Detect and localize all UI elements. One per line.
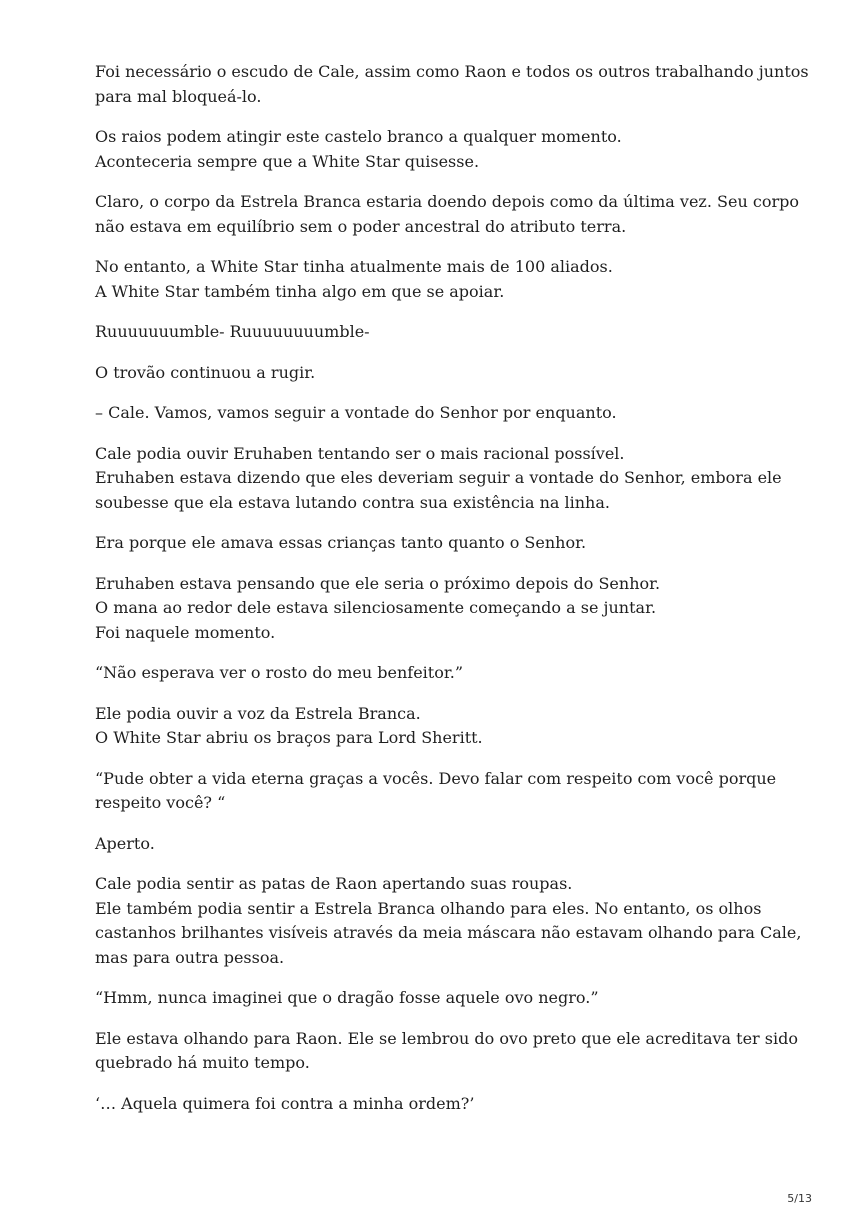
text-line: Era porque ele amava essas crianças tanto quanto o Senhor. — [95, 533, 587, 552]
text-line: para mal bloqueá-lo. — [95, 86, 262, 106]
text-line: Foi naquele momento. — [95, 622, 276, 642]
text-line: Cale podia sentir as patas de Raon apertando suas roupas. — [95, 874, 573, 893]
paragraph — [95, 661, 785, 686]
paragraph — [95, 702, 785, 751]
text-line: Aperto. — [95, 833, 155, 853]
page-number: 5/13 — [787, 1192, 812, 1205]
text-line: Foi necessário o escudo de Cale, assim como Raon e todos os outros trabalhando juntos — [95, 62, 809, 81]
text-line: Ele estava olhando para Raon. Ele se lembrou do ovo preto que ele acreditava ter sido — [95, 1028, 798, 1048]
document-body — [95, 60, 809, 1132]
text-line: quebrado há muito tempo. — [95, 1053, 310, 1072]
paragraph — [95, 1027, 798, 1076]
text-line: O trovão continuou a rugir. — [95, 362, 316, 382]
text-line: Eruhaben estava dizendo que eles deveriam seguir a vontade do Senhor, embora ele — [95, 468, 782, 487]
text-line: castanhos brilhantes visíveis através da meia máscara não estavam olhando para Cale, — [95, 923, 802, 942]
paragraph — [95, 190, 799, 239]
text-line: soubesse que ela estava lutando contra sua existência na linha. — [95, 492, 610, 512]
text-line: “Pude obter a vida eterna graças a vocês. Devo falar com respeito com você porque — [95, 768, 777, 788]
paragraph — [95, 767, 785, 816]
text-line: Cale podia ouvir Eruhaben tentando ser o mais racional possível. — [95, 443, 625, 463]
paragraph — [95, 832, 785, 857]
text-line: – Cale. Vamos, vamos seguir a vontade do Senhor por enquanto. — [95, 403, 617, 422]
paragraph — [95, 361, 785, 386]
text-line: não estava em equilíbrio sem o poder ancestral do atributo terra. — [95, 216, 627, 236]
paragraph — [95, 125, 785, 174]
text-line: O White Star abriu os braços para Lord Sheritt. — [95, 728, 483, 747]
text-line: Claro, o corpo da Estrela Branca estaria doendo depois como da última vez. Seu corpo — [95, 192, 799, 211]
text-line: mas para outra pessoa. — [95, 947, 285, 967]
paragraph — [95, 1092, 785, 1117]
text-line: O mana ao redor dele estava silenciosamente começando a se juntar. — [95, 598, 657, 617]
text-line: Ele podia ouvir a voz da Estrela Branca. — [95, 703, 421, 723]
paragraph — [95, 320, 785, 345]
paragraph — [95, 872, 802, 970]
text-line: “Hmm, nunca imaginei que o dragão fosse aquele ovo negro.” — [95, 988, 599, 1007]
text-line: A White Star também tinha algo em que se apoiar. — [95, 281, 505, 301]
paragraph — [95, 442, 785, 516]
paragraph — [95, 255, 785, 304]
paragraph — [95, 60, 809, 109]
paragraph — [95, 401, 785, 426]
text-line: respeito você? “ — [95, 793, 226, 812]
text-line: Aconteceria sempre que a White Star quisesse. — [95, 151, 480, 171]
text-line: Ruuuuuuumble- Ruuuuuuuumble- — [95, 322, 370, 341]
paragraph — [95, 986, 785, 1011]
text-line: ‘… Aquela quimera foi contra a minha ordem?’ — [95, 1093, 475, 1113]
paragraph — [95, 572, 785, 646]
paragraph — [95, 531, 785, 556]
text-line: “Não esperava ver o rosto do meu benfeitor.” — [95, 663, 464, 682]
text-line: No entanto, a White Star tinha atualmente mais de 100 aliados. — [95, 257, 613, 276]
text-line: Ele também podia sentir a Estrela Branca olhando para eles. No entanto, os olhos — [95, 898, 762, 918]
text-line: Os raios podem atingir este castelo branco a qualquer momento. — [95, 127, 622, 146]
text-line: Eruhaben estava pensando que ele seria o próximo depois do Senhor. — [95, 573, 661, 593]
